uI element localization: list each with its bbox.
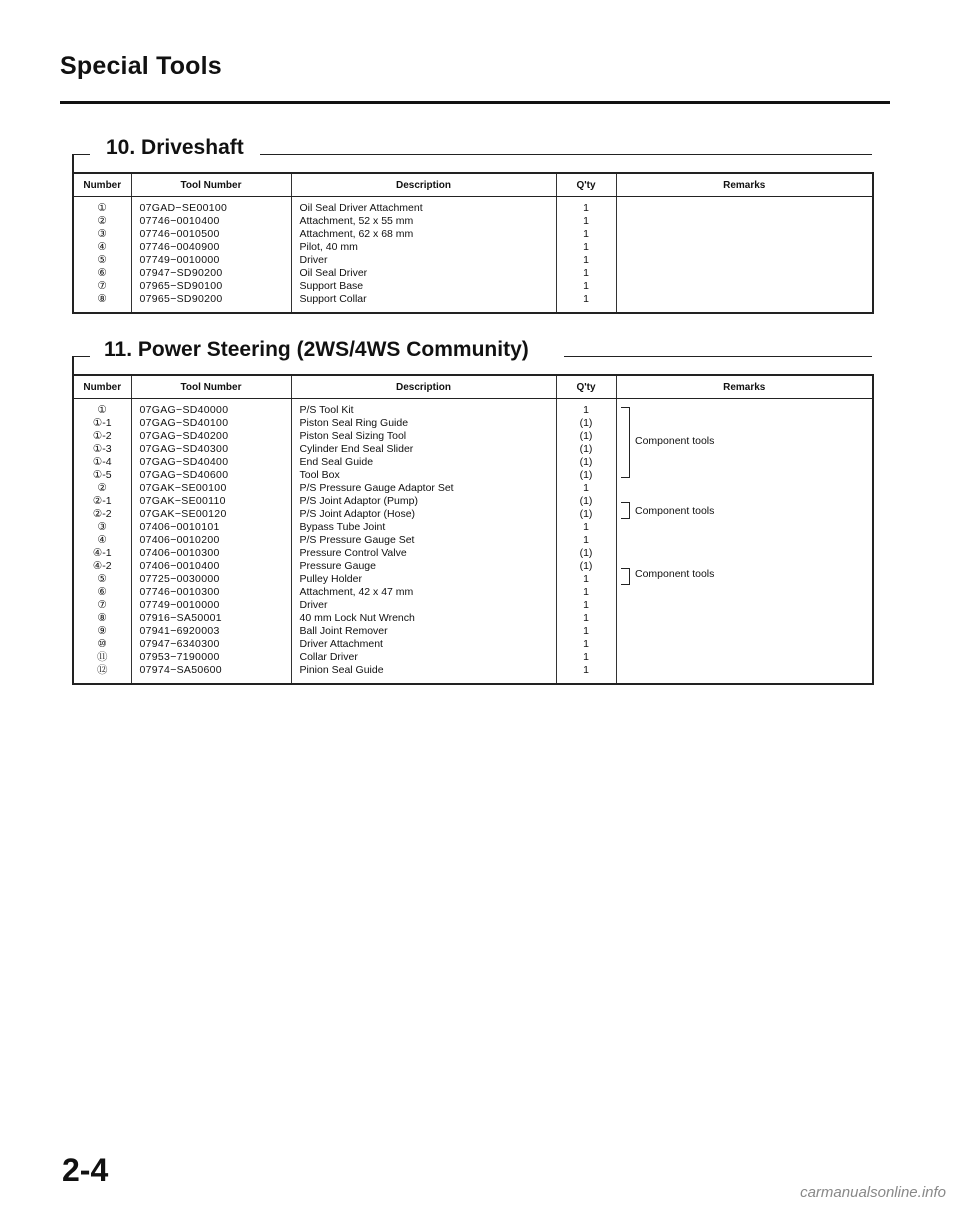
page-title: Special Tools	[60, 52, 222, 80]
remarks-cell	[616, 228, 873, 241]
tool-number: 07947−6340300	[131, 638, 291, 651]
tool-number: 07GAK−SE00110	[131, 495, 291, 508]
remarks-cell	[616, 254, 873, 267]
item-number: ①-1	[92, 417, 112, 429]
item-number: ④-1	[92, 547, 112, 559]
section-heading-bar	[72, 136, 872, 172]
item-number: ⑥	[97, 586, 107, 598]
item-number: ①-5	[92, 469, 112, 481]
item-number: ③	[97, 228, 107, 240]
col-header-remarks: Remarks	[616, 173, 873, 197]
item-number: ④	[97, 241, 107, 253]
table-row	[73, 254, 873, 267]
tool-number: 07406−0010200	[131, 534, 291, 547]
item-number: ⑦	[97, 599, 107, 611]
tool-number: 07GAG−SD40600	[131, 469, 291, 482]
remarks-cell	[616, 293, 873, 313]
table-row	[73, 651, 873, 664]
tool-number: 07746−0010500	[131, 228, 291, 241]
item-number: ①-4	[92, 456, 112, 468]
remarks-cell	[616, 267, 873, 280]
quantity: 1	[556, 521, 616, 534]
table-header-row	[73, 173, 873, 197]
driveshaft-tools-table	[72, 172, 874, 314]
item-number: ⑧	[97, 612, 107, 624]
description: P/S Pressure Gauge Adaptor Set	[291, 482, 556, 495]
table-row	[73, 280, 873, 293]
description: P/S Tool Kit	[291, 399, 556, 418]
description: P/S Joint Adaptor (Pump)	[291, 495, 556, 508]
tool-number: 07GAG−SD40000	[131, 399, 291, 418]
watermark: carmanualsonline.info	[800, 1184, 946, 1201]
col-header-tool-number: Tool Number	[131, 375, 291, 399]
quantity: (1)	[556, 417, 616, 430]
quantity: (1)	[556, 508, 616, 521]
tool-number: 07406−0010400	[131, 560, 291, 573]
quantity: 1	[556, 482, 616, 495]
col-header-number: Number	[73, 173, 131, 197]
tool-number: 07947−SD90200	[131, 267, 291, 280]
col-header-remarks: Remarks	[616, 375, 873, 399]
description: Ball Joint Remover	[291, 625, 556, 638]
quantity: 1	[556, 573, 616, 586]
remarks-cell	[616, 638, 873, 651]
remark-text: Component tools	[635, 505, 715, 517]
tool-number: 07916−SA50001	[131, 612, 291, 625]
remarks-cell	[616, 241, 873, 254]
description: Driver	[291, 254, 556, 267]
description: Piston Seal Sizing Tool	[291, 430, 556, 443]
quantity: (1)	[556, 495, 616, 508]
tool-number: 07GAG−SD40100	[131, 417, 291, 430]
quantity: (1)	[556, 443, 616, 456]
quantity: 1	[556, 651, 616, 664]
col-header-qty: Q'ty	[556, 375, 616, 399]
item-number: ①	[97, 202, 107, 214]
item-number: ⑤	[97, 254, 107, 266]
description: 40 mm Lock Nut Wrench	[291, 612, 556, 625]
quantity: 1	[556, 241, 616, 254]
section-title: 11. Power Steering (2WS/4WS Community)	[100, 338, 533, 362]
tool-number: 07GAG−SD40300	[131, 443, 291, 456]
tool-number: 07965−SD90100	[131, 280, 291, 293]
remarks-cell	[616, 664, 873, 684]
quantity: 1	[556, 586, 616, 599]
item-number: ⑥	[97, 267, 107, 279]
description: Driver	[291, 599, 556, 612]
description: Bypass Tube Joint	[291, 521, 556, 534]
table-row	[73, 664, 873, 684]
table-header-row	[73, 375, 873, 399]
description: Piston Seal Ring Guide	[291, 417, 556, 430]
col-header-description: Description	[291, 375, 556, 399]
description: Tool Box	[291, 469, 556, 482]
title-rule	[60, 101, 890, 104]
tool-number: 07406−0010101	[131, 521, 291, 534]
item-number: ②	[97, 215, 107, 227]
item-number: ⑤	[97, 573, 107, 585]
description: Pressure Gauge	[291, 560, 556, 573]
description: P/S Joint Adaptor (Hose)	[291, 508, 556, 521]
description: Pinion Seal Guide	[291, 664, 556, 684]
tool-number: 07725−0030000	[131, 573, 291, 586]
section-title: 10. Driveshaft	[102, 136, 248, 160]
item-number: ⑪	[97, 651, 108, 663]
remarks-cell	[616, 651, 873, 664]
tool-number: 07953−7190000	[131, 651, 291, 664]
tool-number: 07746−0040900	[131, 241, 291, 254]
description: Attachment, 62 x 68 mm	[291, 228, 556, 241]
section-power-steering	[72, 338, 872, 685]
item-number: ①-3	[92, 443, 112, 455]
item-number: ②	[97, 482, 107, 494]
section-driveshaft	[72, 136, 872, 314]
remark-text: Component tools	[635, 435, 715, 447]
quantity: 1	[556, 215, 616, 228]
description: Support Collar	[291, 293, 556, 313]
quantity: 1	[556, 638, 616, 651]
quantity: 1	[556, 599, 616, 612]
table-row	[73, 638, 873, 651]
quantity: (1)	[556, 547, 616, 560]
description: End Seal Guide	[291, 456, 556, 469]
table-body	[73, 197, 873, 314]
item-number: ②-2	[92, 508, 112, 520]
component-bracket	[621, 568, 630, 585]
remark-text: Component tools	[635, 568, 715, 580]
quantity: 1	[556, 293, 616, 313]
item-number: ③	[97, 521, 107, 533]
description: Attachment, 52 x 55 mm	[291, 215, 556, 228]
col-header-tool-number: Tool Number	[131, 173, 291, 197]
description: Oil Seal Driver Attachment	[291, 197, 556, 216]
description: Attachment, 42 x 47 mm	[291, 586, 556, 599]
item-number: ①	[97, 404, 107, 416]
table-row	[73, 197, 873, 216]
quantity: 1	[556, 197, 616, 216]
item-number: ⑩	[97, 638, 107, 650]
item-number: ⑨	[97, 625, 107, 637]
page-number: 2-4	[62, 1152, 109, 1188]
description: Pulley Holder	[291, 573, 556, 586]
col-header-number: Number	[73, 375, 131, 399]
item-number: ②-1	[92, 495, 112, 507]
section-heading-bar	[72, 338, 872, 374]
quantity: 1	[556, 228, 616, 241]
remarks-cell	[616, 215, 873, 228]
description: Support Base	[291, 280, 556, 293]
tool-number: 07746−0010400	[131, 215, 291, 228]
quantity: 1	[556, 267, 616, 280]
table-row	[73, 293, 873, 313]
tool-number: 07GAG−SD40200	[131, 430, 291, 443]
item-number: ⑦	[97, 280, 107, 292]
component-bracket	[621, 407, 630, 478]
quantity: 1	[556, 625, 616, 638]
quantity: 1	[556, 612, 616, 625]
col-header-description: Description	[291, 173, 556, 197]
description: Cylinder End Seal Slider	[291, 443, 556, 456]
remarks-annotations	[615, 396, 872, 636]
quantity: 1	[556, 664, 616, 684]
tool-number: 07GAK−SE00100	[131, 482, 291, 495]
quantity: 1	[556, 534, 616, 547]
item-number: ④-2	[92, 560, 112, 572]
remarks-cell	[616, 280, 873, 293]
quantity: (1)	[556, 560, 616, 573]
quantity: (1)	[556, 469, 616, 482]
item-number: ①-2	[92, 430, 112, 442]
tool-number: 07GAG−SD40400	[131, 456, 291, 469]
description: P/S Pressure Gauge Set	[291, 534, 556, 547]
table-row	[73, 241, 873, 254]
component-bracket	[621, 502, 630, 519]
tool-number: 07941−6920003	[131, 625, 291, 638]
tool-number: 07GAK−SE00120	[131, 508, 291, 521]
remarks-cell	[616, 197, 873, 216]
description: Driver Attachment	[291, 638, 556, 651]
tool-number: 07965−SD90200	[131, 293, 291, 313]
description: Oil Seal Driver	[291, 267, 556, 280]
tool-number: 07GAD−SE00100	[131, 197, 291, 216]
quantity: 1	[556, 399, 616, 418]
table-row	[73, 215, 873, 228]
table-row	[73, 228, 873, 241]
item-number: ⑫	[97, 664, 108, 676]
tool-number: 07749−0010000	[131, 254, 291, 267]
table-row	[73, 267, 873, 280]
tool-number: 07406−0010300	[131, 547, 291, 560]
quantity: (1)	[556, 456, 616, 469]
tool-number: 07746−0010300	[131, 586, 291, 599]
tool-number: 07974−SA50600	[131, 664, 291, 684]
col-header-qty: Q'ty	[556, 173, 616, 197]
description: Pressure Control Valve	[291, 547, 556, 560]
quantity: 1	[556, 254, 616, 267]
description: Pilot, 40 mm	[291, 241, 556, 254]
quantity: (1)	[556, 430, 616, 443]
description: Collar Driver	[291, 651, 556, 664]
item-number: ④	[97, 534, 107, 546]
tool-number: 07749−0010000	[131, 599, 291, 612]
quantity: 1	[556, 280, 616, 293]
item-number: ⑧	[97, 293, 107, 305]
